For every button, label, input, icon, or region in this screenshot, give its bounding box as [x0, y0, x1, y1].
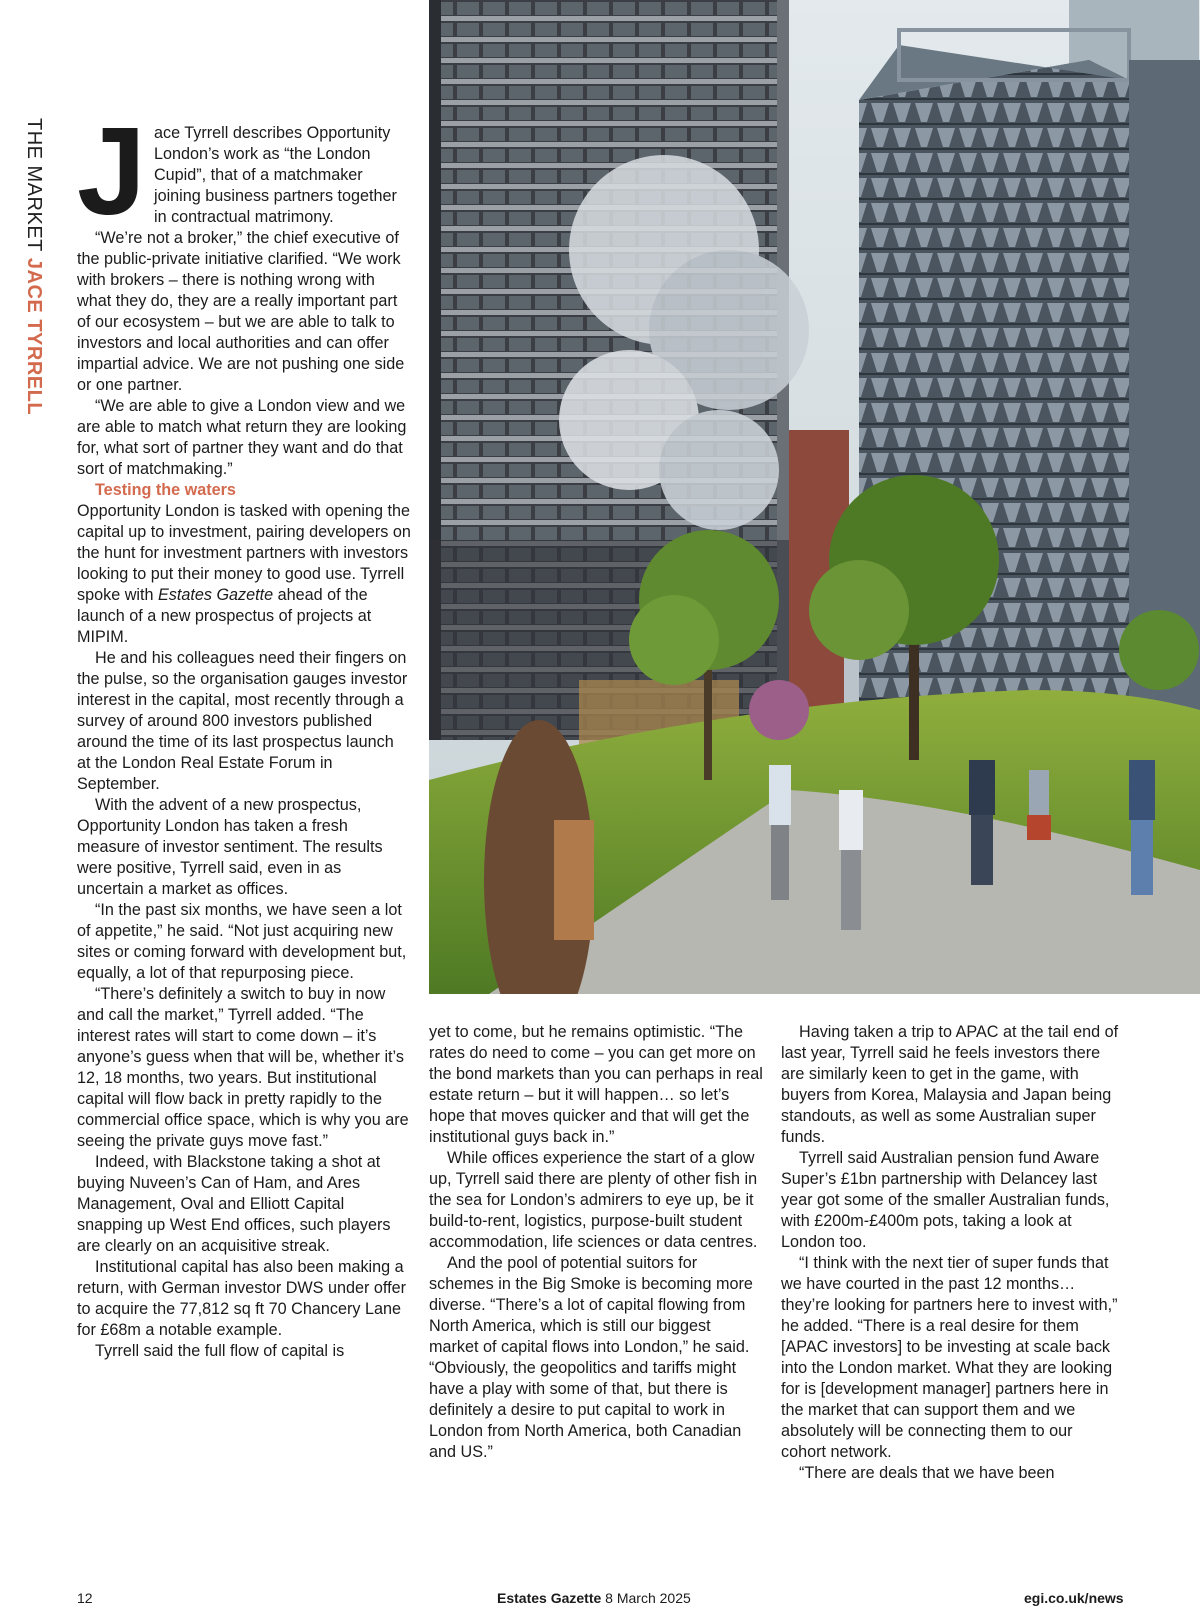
text-column-3: [781, 1022, 1120, 1484]
drop-cap: J: [77, 103, 146, 241]
paragraph: Tyrrell said the full flow of capital is: [95, 1342, 345, 1360]
paragraph: “We are able to give a London view and we are able to match what return they are looking for, what sort of partner they want and do that sort of matchmaking.”: [77, 397, 407, 478]
paragraph: With the advent of a new prospectus, Opportunity London has taken a fresh measure of investor sentiment. The results were positive, Tyrrell said, even in as uncertain a market as offices.: [77, 796, 383, 898]
paragraph: Institutional capital has also been making a return, with German investor DWS under offer to acquire the 77,812 sq ft 70 Chancery Lane for £68m a notable example.: [77, 1258, 406, 1339]
website-link[interactable]: egi.co.uk/news: [1024, 1590, 1124, 1606]
paragraph: Indeed, with Blackstone taking a shot at buying Nuveen’s Can of Ham, and Ares Management, Oval and Elliott Capital snapping up West End offices, such players are clearly on an acquisitive streak.: [77, 1153, 391, 1255]
paragraph: Opportunity London is tasked with opening the capital up to investment, pairing developers on the hunt for investment partners with investors looking to put their money to good use. Tyrrell spoke with Estates Gazette ahead of the launch of a new prospectus of projects at MIPIM.: [77, 502, 411, 646]
paragraph: “In the past six months, we have seen a lot of appetite,” he said. “Not just acquiring new sites or coming forward with development but, equally, a lot of that repurposing piece.: [77, 901, 407, 982]
text-column-1: [77, 103, 411, 1362]
hero-illustration: [429, 0, 1200, 994]
kicker-name: JACE TYRRELL: [23, 257, 45, 416]
paragraph: Tyrrell said Australian pension fund Aware Super’s £1bn partnership with Delancey last year got some of the smaller Australian funds, with £200m-£400m pots, taking a look at London too.: [781, 1149, 1110, 1251]
paragraph: He and his colleagues need their fingers on the pulse, so the organisation gauges investor interest in the capital, most recently through a survey of around 800 investors published around the time of its last prospectus launch at the London Real Estate Forum in September.: [77, 649, 408, 793]
paragraph: “There are deals that we have been: [799, 1464, 1055, 1482]
paragraph: ace Tyrrell describes Opportunity London’s work as “the London Cupid”, that of a matchmaker joining business partners together in contractual matrimony.: [153, 124, 397, 226]
publication-footer: [497, 1590, 691, 1606]
section-kicker: [22, 118, 45, 415]
issue-date: 8 March 2025: [605, 1590, 691, 1606]
page-number: 12: [77, 1590, 93, 1606]
paragraph: “There’s definitely a switch to buy in now and call the market,” Tyrrell added. “The interest rates will start to come down – it’s anyone’s guess when that will be, whether it’s 12, 18 months, two years. But institutional capital will flow back in pretty rapidly to the commercial office space, which is why you are seeing the private guys move fast.”: [77, 985, 409, 1150]
publication-title: Estates Gazette: [497, 1590, 602, 1606]
paragraph: “I think with the next tier of super funds that we have courted in the past 12 months… they’re looking for partners here to invest with,” he added. “There is a real desire for them [APAC investors] to be investing at scale back into the London market. What they are looking for is [development manager] partners here in the market that can support them and we absolutely will be connecting them to our cohort network.: [781, 1254, 1118, 1461]
subheading: Testing the waters: [95, 481, 236, 499]
text-column-2: [429, 1022, 764, 1463]
paragraph: “We’re not a broker,” the chief executive of the public-private initiative clarified. “We work with brokers – there is nothing wrong with what they do, they are a really important part of our ecosystem – but we are able to talk to investors and local authorities and can offer impartial advice. We are not pushing one side or one partner.: [77, 229, 405, 394]
paragraph: yet to come, but he remains optimistic. “The rates do need to come – you can get more on the bond markets than you can perhaps in real estate return – but it will happen… so let’s hope that moves quicker and that will get the institutional guys back in.”: [429, 1023, 763, 1146]
paragraph: While offices experience the start of a glow up, Tyrrell said there are plenty of other fish in the sea for London’s admirers to eye up, be it build-to-rent, logistics, purpose-built student accommodation, life sciences or data centres.: [429, 1149, 758, 1251]
publication-name: Estates Gazette: [157, 586, 274, 604]
kicker-section: THE MARKET: [23, 118, 45, 252]
paragraph: And the pool of potential suitors for schemes in the Big Smoke is becoming more diverse. “There’s a lot of capital flowing from North America, which is still our biggest market of capital flows into London,” he said. “Obviously, the geopolitics and tariffs might have a play with some of that, but there is definitely a desire to put capital to work in London from North America, both Canadian and US.”: [429, 1254, 753, 1461]
paragraph: Having taken a trip to APAC at the tail end of last year, Tyrrell said he feels investors there are similarly keen to get in the game, with buyers from Korea, Malaysia and Japan being standouts, as well as some Australian super funds.: [781, 1023, 1119, 1146]
